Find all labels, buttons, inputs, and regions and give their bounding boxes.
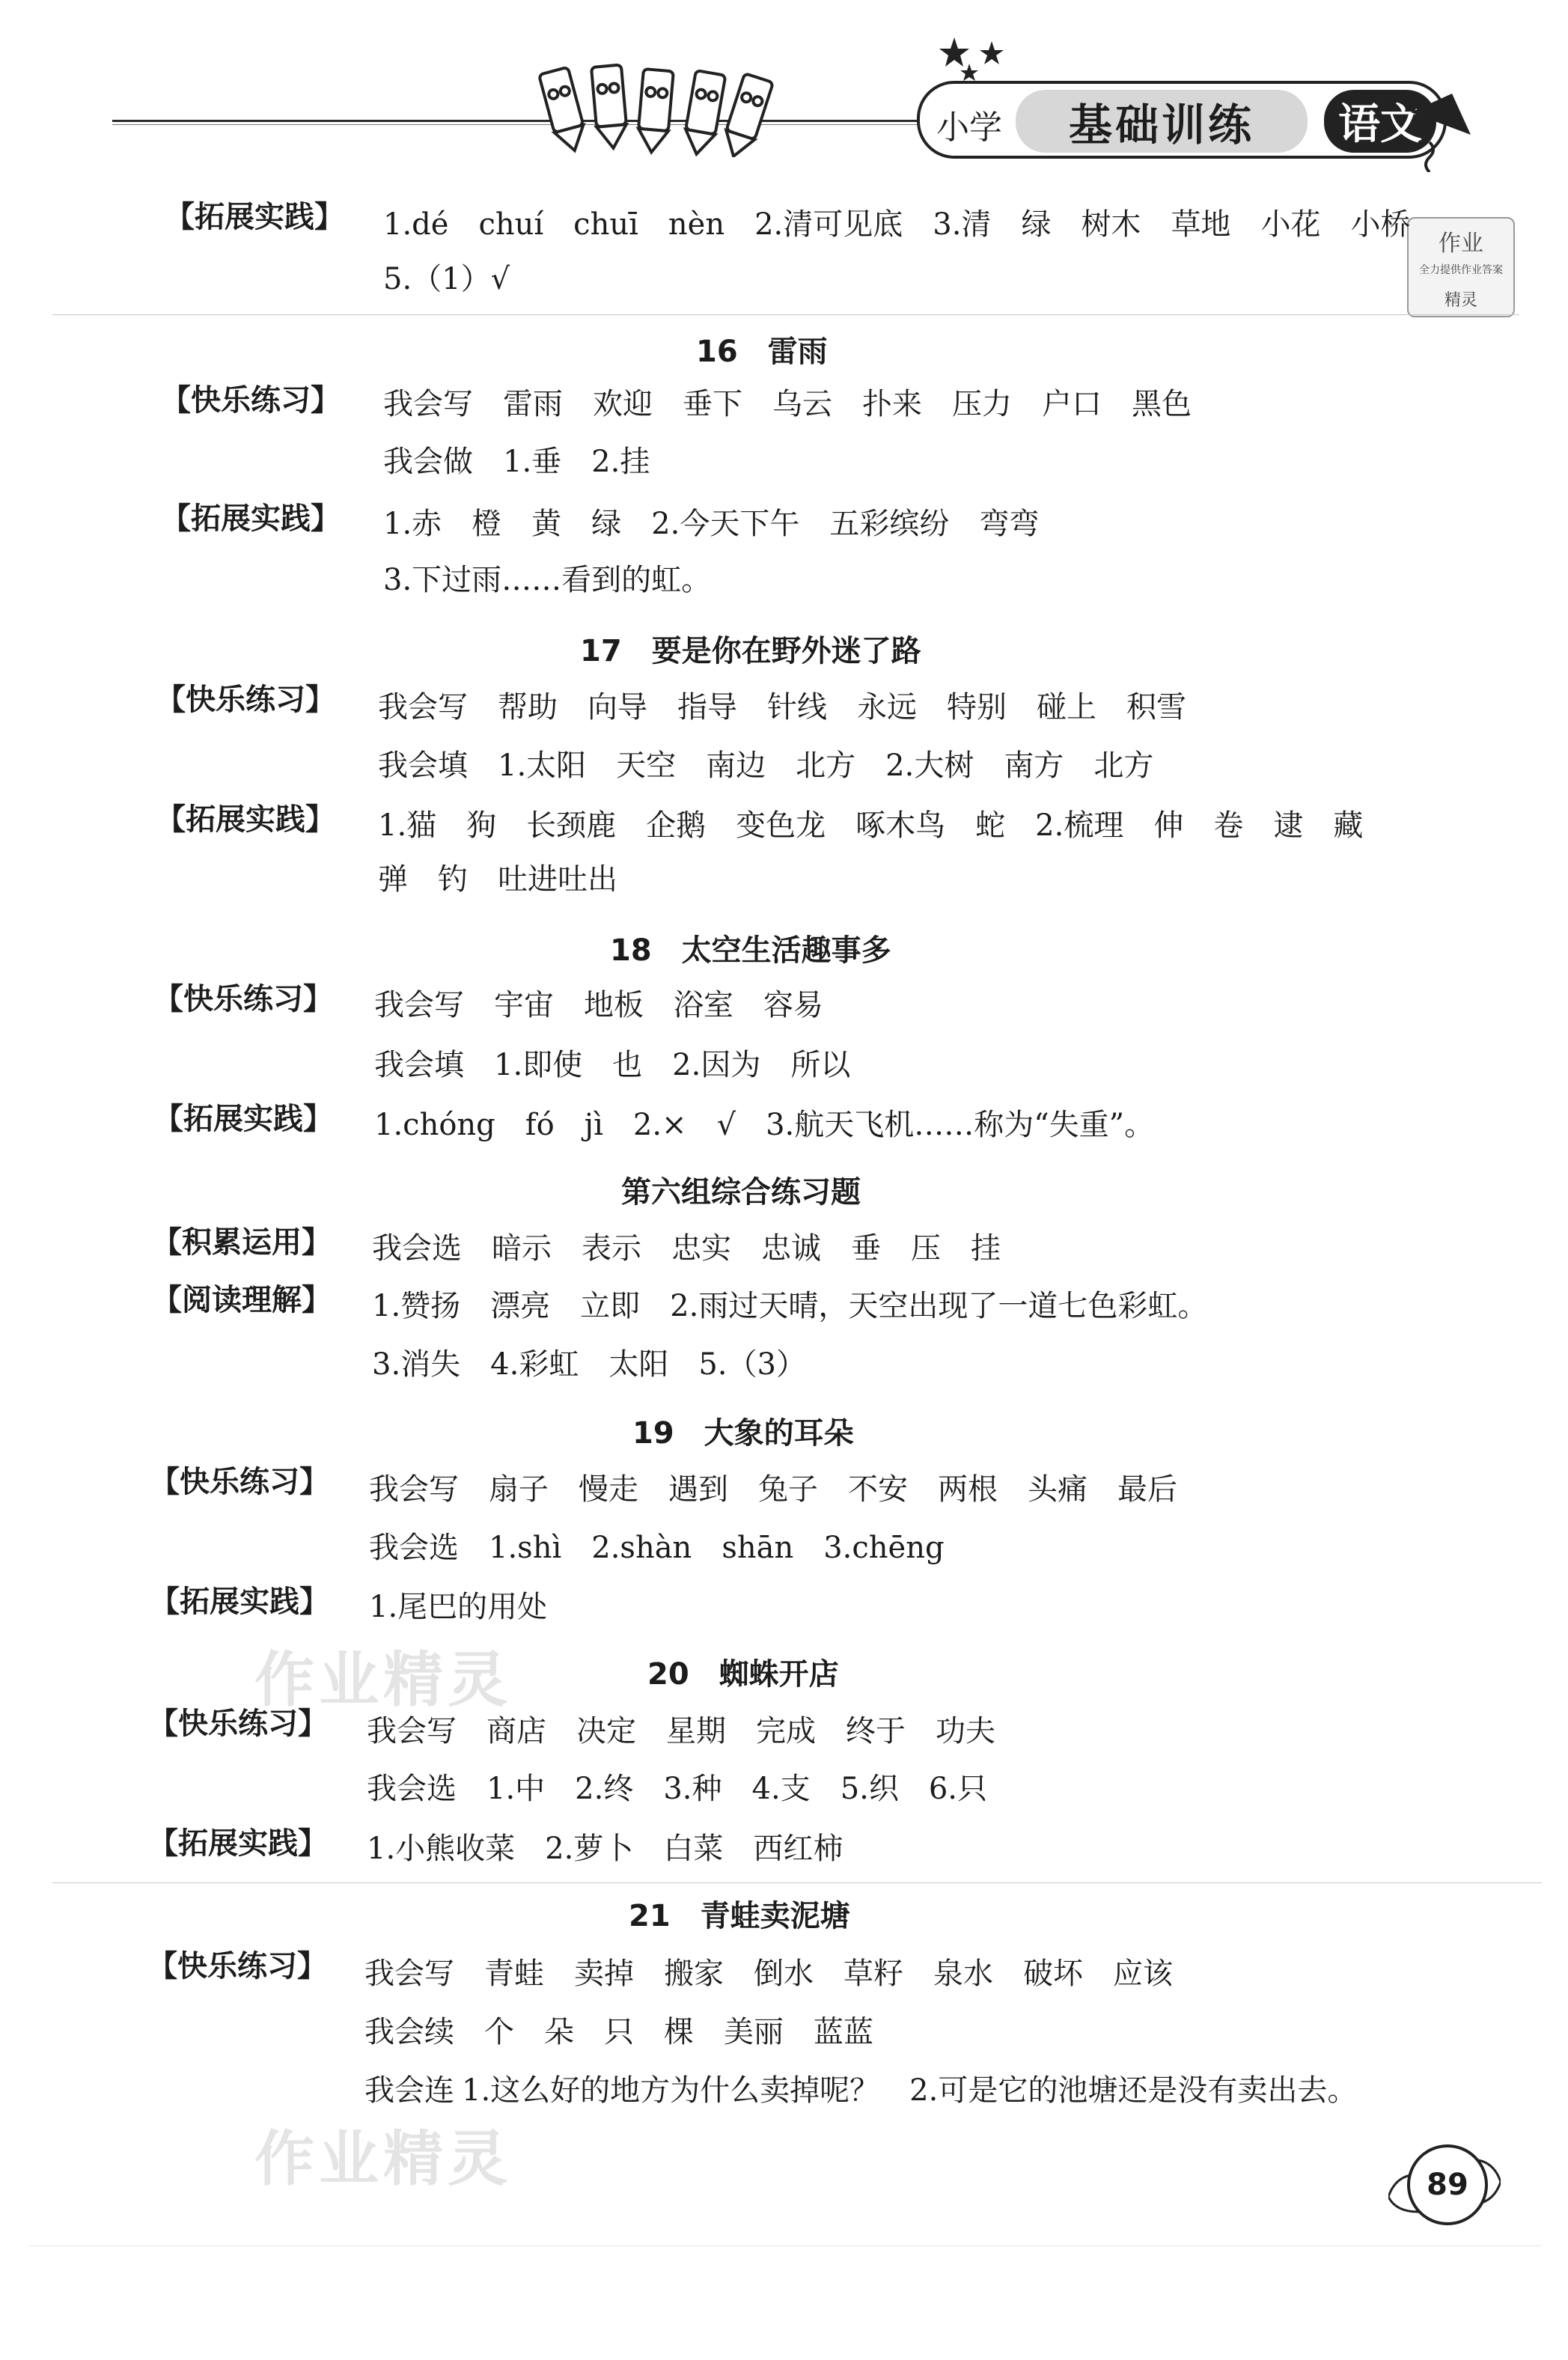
stamp-subtitle: 全力提供作业答案	[1419, 264, 1503, 276]
stars-icon	[939, 34, 1022, 86]
section-label: 【拓展实践】	[161, 501, 341, 536]
watermark-text: 作业精灵	[254, 1644, 512, 1715]
section-label: 【拓展实践】	[165, 200, 344, 234]
lesson-title: 18 太空生活趣事多	[610, 933, 891, 968]
bottom-rule	[30, 2245, 1542, 2246]
section-label: 【拓展实践】	[153, 1102, 333, 1136]
answer-line: 我会选 1.shì 2.shàn shān 3.chēng	[369, 1531, 945, 1565]
section-label: 【拓展实践】	[150, 1585, 329, 1619]
page-header	[0, 0, 1568, 180]
separator	[52, 314, 1519, 315]
page-number: 89	[1407, 2144, 1488, 2225]
section-label: 【快乐练习】	[148, 1707, 328, 1741]
watermark-stamp	[1407, 217, 1515, 317]
banner-subject: 语文	[1324, 90, 1436, 153]
banner-title: 基础训练	[1016, 90, 1308, 153]
stamp-footer: 精灵	[1444, 291, 1477, 310]
answer-line: 我会续 个 朵 只 棵 美丽 蓝蓝	[364, 2015, 873, 2049]
section-label: 【快乐练习】	[153, 982, 333, 1016]
lesson-title: 17 要是你在野外迷了路	[580, 634, 921, 668]
answer-line: 3.下过雨……看到的虹。	[383, 563, 712, 597]
section-label: 【快乐练习】	[156, 683, 335, 717]
answer-line: 我会写 青蛙 卖掉 搬家 倒水 草籽 泉水 破坏 应该	[364, 1957, 1173, 1991]
section-label: 【积累运用】	[152, 1225, 332, 1260]
answer-line: 我会选 暗示 表示 忠实 忠诚 垂 压 挂	[372, 1231, 1001, 1266]
answer-line: 我会写 商店 决定 星期 完成 终于 功夫	[367, 1714, 995, 1748]
banner-grade: 小学	[936, 109, 1002, 147]
answer-line: 我会写 扇子 慢走 遇到 兔子 不安 两根 头痛 最后	[369, 1472, 1177, 1507]
answer-line: 弹 钓 吐进吐出	[378, 862, 617, 897]
answer-line: 1.尾巴的用处	[369, 1590, 548, 1624]
answer-line: 1.小熊收菜 2.萝卜 白菜 西红柿	[367, 1832, 844, 1866]
stamp-title: 作业	[1439, 231, 1483, 257]
series-banner	[917, 81, 1471, 156]
page-number-badge	[1388, 2137, 1501, 2227]
answer-line: 5.（1）√	[383, 262, 510, 296]
group-review-title: 第六组综合练习题	[621, 1175, 861, 1210]
answer-line: 1.猫 狗 长颈鹿 企鹅 变色龙 啄木鸟 蛇 2.梳理 伸 卷 逮 藏	[378, 808, 1364, 843]
answer-line: 我会写 宇宙 地板 浴室 容易	[374, 988, 823, 1022]
answer-line: 3.消失 4.彩虹 太阳 5.（3）	[372, 1347, 806, 1382]
answer-line: 我会做 1.垂 2.挂	[383, 445, 650, 479]
separator	[52, 1882, 1542, 1883]
answer-line: 1.chóng fó jì 2.× √ 3.航天飞机……称为“失重”。	[374, 1108, 1155, 1142]
lesson-title: 21 青蛙卖泥塘	[629, 1899, 850, 1933]
section-label: 【拓展实践】	[156, 802, 335, 837]
answer-line: 我会连 1.这么好的地方为什么卖掉呢？ 2.可是它的池塘还是没有卖出去。	[364, 2073, 1358, 2108]
lesson-title: 19 大象的耳朵	[632, 1416, 854, 1451]
section-label: 【快乐练习】	[150, 1465, 329, 1499]
watermark-text: 作业精灵	[254, 2123, 512, 2194]
answer-line: 1.dé chuí chuī nèn 2.清可见底 3.清 绿 树木 草地 小花 小桥	[383, 207, 1411, 242]
lesson-title: 16 雷雨	[696, 335, 828, 369]
answer-line: 我会选 1.中 2.终 3.种 4.支 5.织 6.只	[367, 1772, 988, 1806]
answer-line: 1.赤 橙 黄 绿 2.今天下午 五彩缤纷 弯弯	[383, 507, 1040, 541]
section-label: 【拓展实践】	[148, 1826, 328, 1861]
section-label: 【快乐练习】	[161, 383, 341, 418]
answer-line: 1.赞扬 漂亮 立即 2.雨过天晴，天空出现了一道七色彩虹。	[372, 1289, 1208, 1323]
answer-line: 我会填 1.太阳 天空 南边 北方 2.大树 南方 北方	[378, 748, 1154, 783]
section-label: 【快乐练习】	[147, 1949, 327, 1984]
answer-line: 我会写 雷雨 欢迎 垂下 乌云 扑来 压力 户口 黑色	[383, 387, 1192, 421]
kite-tail-icon	[1407, 90, 1474, 172]
section-label: 【阅读理解】	[152, 1283, 332, 1317]
banner-frame	[917, 81, 1447, 159]
pencil-characters-icon	[524, 60, 793, 157]
answer-line: 我会填 1.即使 也 2.因为 所以	[374, 1048, 851, 1082]
lesson-title: 20 蜘蛛开店	[647, 1657, 839, 1692]
answer-line: 我会写 帮助 向导 指导 针线 永远 特别 碰上 积雪	[378, 690, 1186, 725]
